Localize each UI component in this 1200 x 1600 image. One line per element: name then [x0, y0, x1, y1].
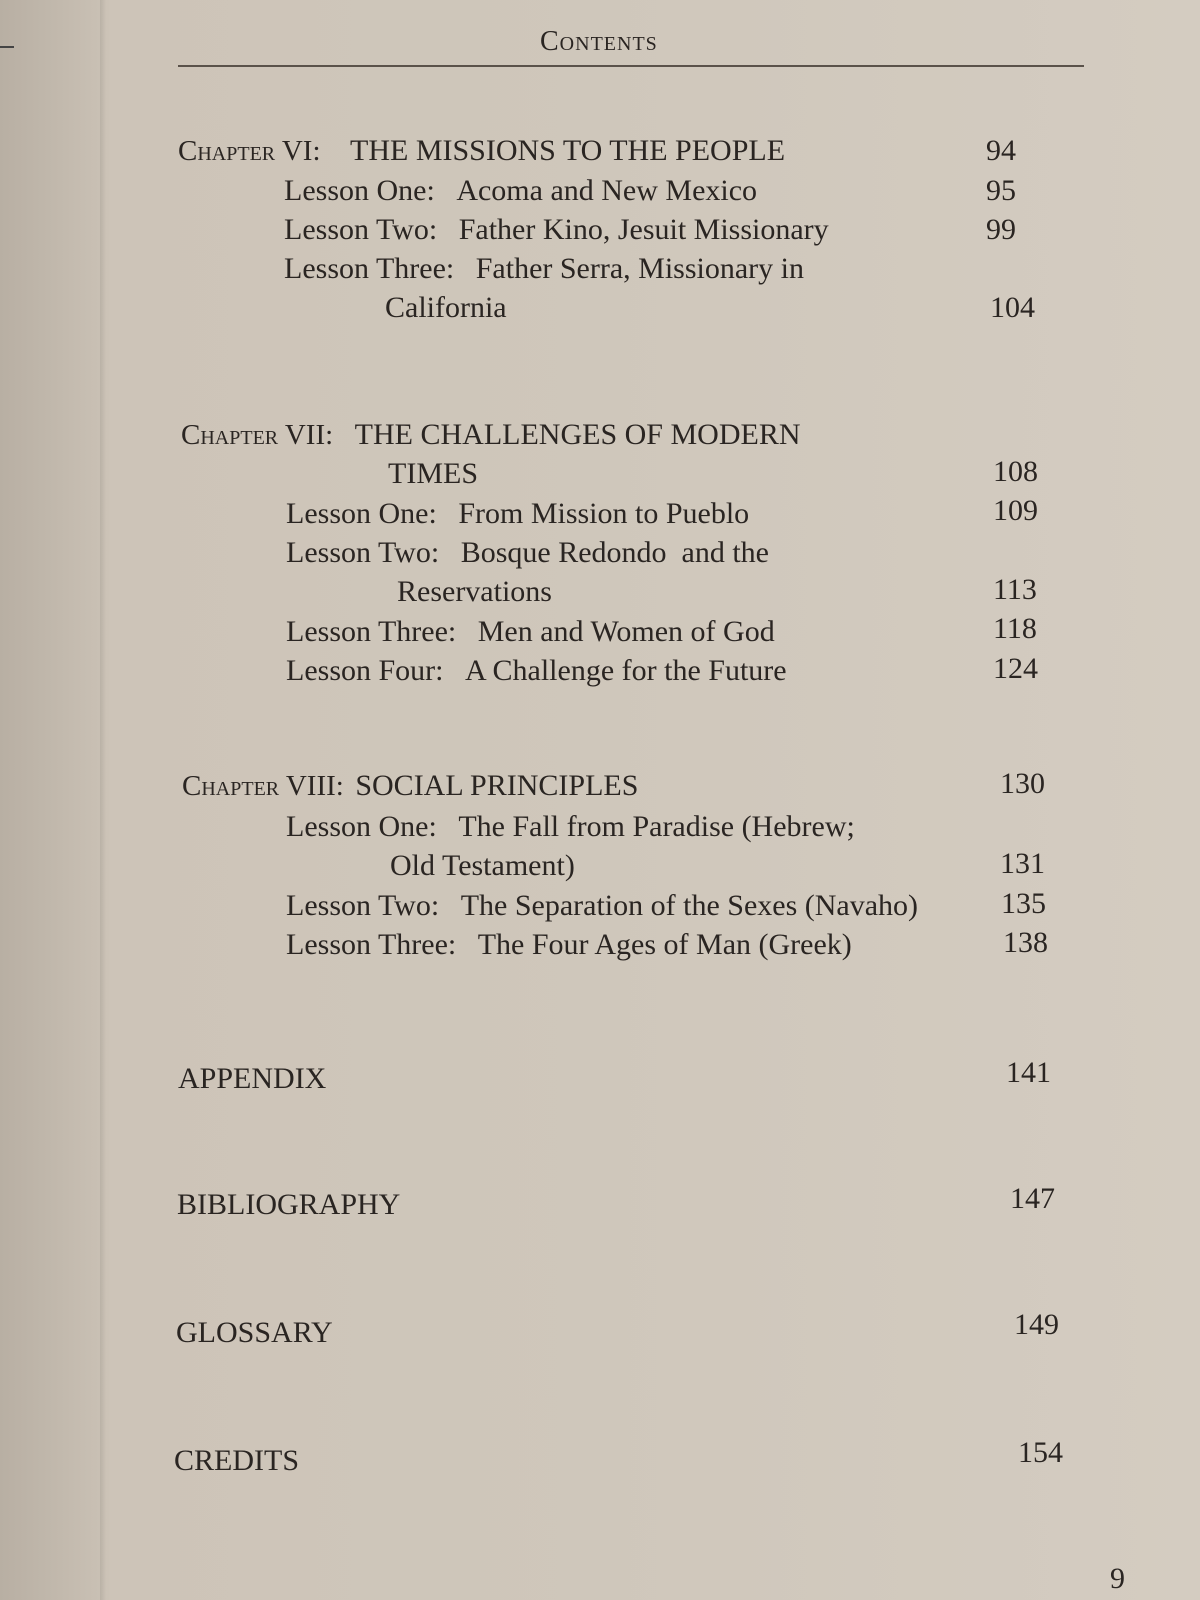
lesson-page: 109: [993, 494, 1038, 527]
lesson-label: Lesson Two:: [286, 536, 440, 569]
lesson-page: 135: [1001, 887, 1046, 920]
lesson-title-continuation: Old Testament): [390, 849, 575, 882]
back-matter-page: 149: [1014, 1308, 1059, 1341]
page-gutter-edge: [100, 0, 106, 1600]
lesson-page: 99: [986, 213, 1016, 246]
back-matter-title: CREDITS: [174, 1444, 300, 1477]
back-matter-title: BIBLIOGRAPHY: [177, 1188, 401, 1221]
lesson-entry: [286, 615, 775, 649]
lesson-title: The Four Ages of Man (Greek): [477, 928, 852, 961]
header-rule: [178, 65, 1084, 67]
lesson-label: Lesson Three:: [284, 252, 455, 285]
back-matter-page: 147: [1010, 1182, 1055, 1215]
lesson-page: 118: [993, 612, 1037, 645]
chapter-title: THE MISSIONS TO THE PEOPLE: [350, 134, 786, 167]
lesson-title: The Fall from Paradise (Hebrew;: [458, 810, 855, 843]
lesson-title: From Mission to Pueblo: [458, 497, 750, 530]
lesson-label: Lesson Three:: [286, 928, 457, 961]
back-matter-title: APPENDIX: [178, 1062, 327, 1095]
lesson-entry: [286, 810, 855, 844]
lesson-title-continuation: California: [385, 291, 507, 324]
lesson-page: 131: [1000, 847, 1045, 880]
lesson-label: Lesson Two:: [284, 213, 438, 246]
lesson-entry: [284, 174, 757, 208]
lesson-title: Father Kino, Jesuit Missionary: [458, 213, 829, 246]
chapter-label: Chapter VI:: [178, 135, 321, 167]
lesson-title: Bosque Redondo and the: [460, 536, 769, 569]
lesson-entry: [286, 928, 852, 962]
lesson-title: Acoma and New Mexico: [456, 174, 758, 207]
lesson-label: Lesson One:: [286, 810, 437, 843]
chapter-heading: [181, 418, 801, 452]
back-matter-page: 141: [1006, 1056, 1051, 1089]
lesson-entry: [286, 536, 769, 570]
lesson-entry: [284, 213, 829, 247]
chapter-title-continuation: TIMES: [388, 457, 478, 490]
chapter-page: 130: [1000, 767, 1045, 800]
lesson-entry: [286, 497, 749, 531]
lesson-page: 104: [990, 291, 1035, 324]
chapter-heading: [182, 769, 638, 803]
lesson-page: 138: [1003, 926, 1048, 959]
lesson-page: 95: [986, 174, 1016, 207]
chapter-title: THE CHALLENGES OF MODERN: [354, 418, 801, 451]
lesson-entry: [286, 654, 787, 688]
lesson-entry: [286, 889, 918, 923]
lesson-label: Lesson One:: [286, 497, 437, 530]
lesson-page: 124: [993, 652, 1038, 685]
chapter-title: SOCIAL PRINCIPLES: [355, 769, 639, 802]
running-header: Contents: [540, 26, 658, 57]
lesson-title-continuation: Reservations: [397, 575, 552, 608]
lesson-title: Father Serra, Missionary in: [475, 252, 805, 285]
chapter-heading: [178, 134, 785, 168]
lesson-entry: [284, 252, 804, 286]
lesson-title: A Challenge for the Future: [465, 654, 787, 687]
lesson-label: Lesson Two:: [286, 889, 440, 922]
chapter-label: Chapter VII:: [181, 419, 334, 451]
lesson-label: Lesson One:: [284, 174, 435, 207]
back-matter-title: GLOSSARY: [176, 1316, 333, 1349]
chapter-page: 108: [993, 455, 1038, 488]
chapter-page: 94: [986, 134, 1016, 167]
lesson-page: 113: [993, 573, 1037, 606]
page-number: 9: [1110, 1562, 1125, 1595]
lesson-label: Lesson Three:: [286, 615, 457, 648]
back-matter-page: 154: [1018, 1436, 1063, 1469]
lesson-title: The Separation of the Sexes (Navaho): [460, 889, 919, 922]
opposite-page-mark: [0, 46, 14, 48]
lesson-label: Lesson Four:: [286, 654, 444, 687]
lesson-title: Men and Women of God: [477, 615, 775, 648]
chapter-label: Chapter VIII:: [182, 770, 344, 802]
